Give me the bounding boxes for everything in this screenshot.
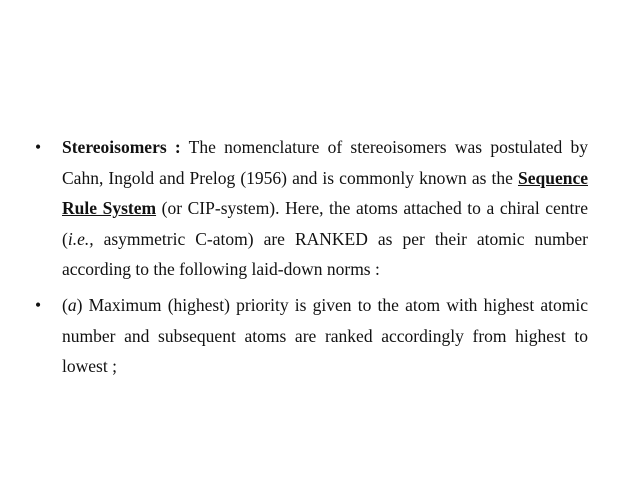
slide-body	[35, 132, 588, 382]
rule-open-paren: (	[62, 294, 68, 315]
definition-text-part-3: asymmetric C-atom) are RANKED as per their atomic number according to the following laid-down norms :	[62, 228, 588, 280]
sequence-rule-system-term: Sequence Rule System	[62, 167, 588, 219]
rule-close-paren: )	[76, 294, 83, 315]
bullet-stereoisomers	[35, 132, 588, 285]
ie-abbreviation: i.e.,	[67, 228, 94, 249]
bullet-marker: •	[35, 137, 42, 157]
rule-label: a	[67, 294, 77, 315]
term-stereoisomers: Stereoisomers :	[62, 137, 181, 157]
bullet-rule-a	[35, 290, 588, 382]
rule-a-text: Maximum (highest) priority is given to the atom with highest atomic number and subsequent atoms are ranked accordingly from highest to lowest ;	[62, 294, 588, 377]
definition-text-part-2: (or CIP-system). Here, the atoms attached to a chiral centre (	[62, 198, 589, 249]
definition-text-part-1: The nomenclature of stereoisomers was postulated by Cahn, Ingold and Prelog (1956) and is commonly known as the	[62, 137, 589, 188]
bullet-marker: •	[35, 294, 42, 315]
